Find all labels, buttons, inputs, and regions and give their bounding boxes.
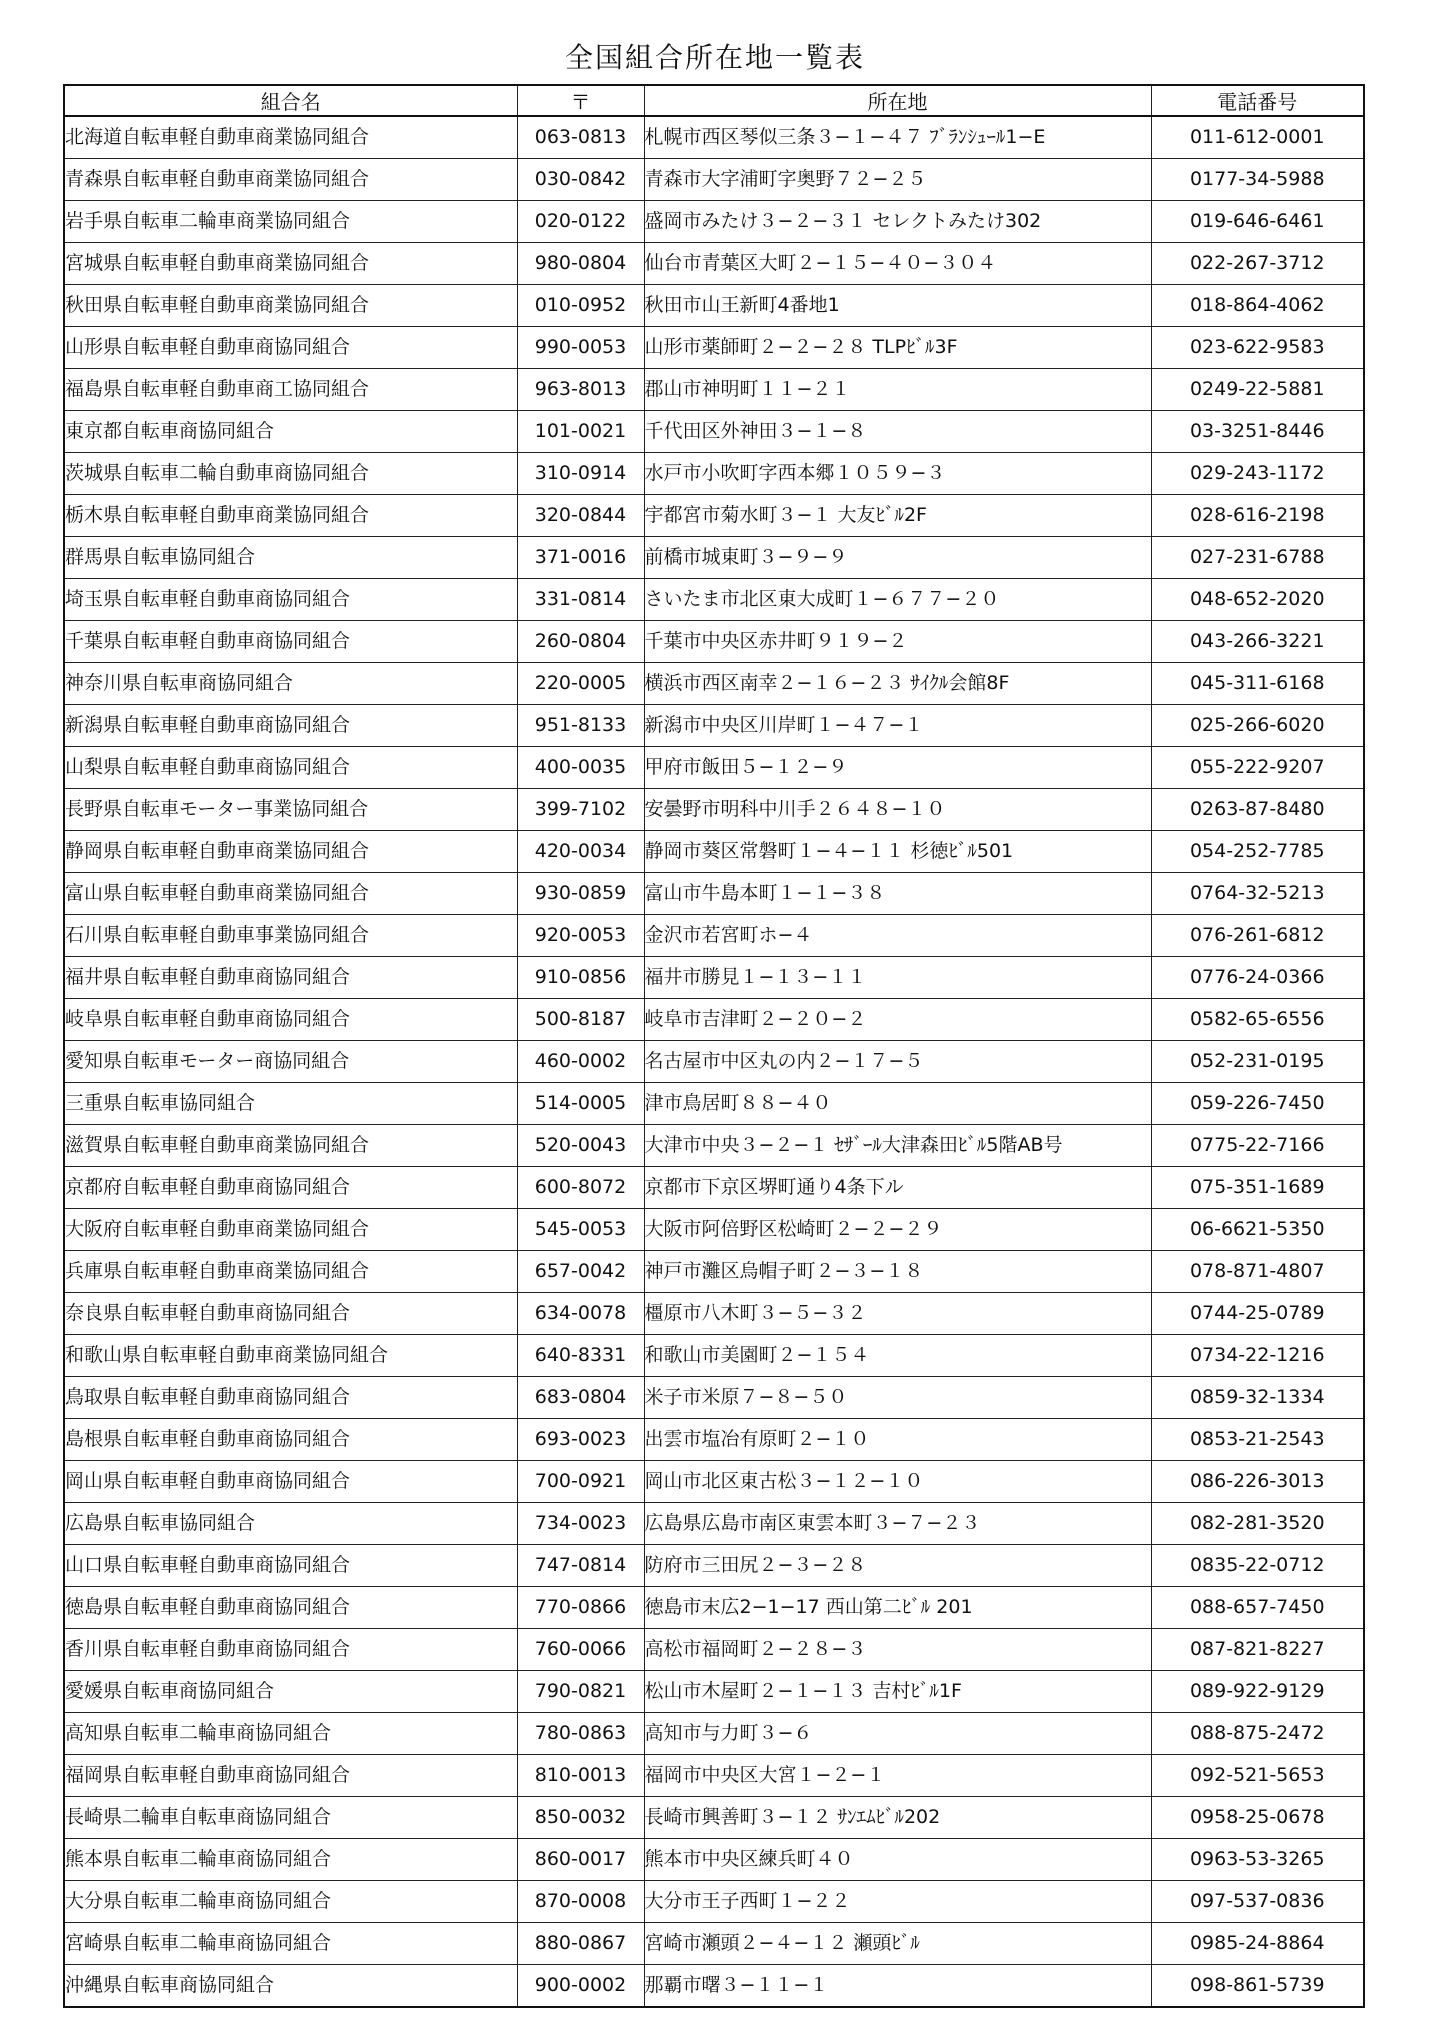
postal-code-cell: 760-0066 [517, 1629, 644, 1671]
phone-number-cell: 0734-22-1216 [1151, 1335, 1364, 1377]
address-cell: 大津市中央３−２−１ ｾｻﾞｰﾙ大津森田ﾋﾞﾙ5階AB号 [644, 1125, 1151, 1167]
table-row [64, 663, 1364, 705]
phone-number-cell: 0744-25-0789 [1151, 1293, 1364, 1335]
association-name-cell: 愛知県自転車モーター商協同組合 [64, 1041, 517, 1083]
phone-number-cell: 0963-53-3265 [1151, 1839, 1364, 1881]
table-row [64, 999, 1364, 1041]
association-name-cell: 宮崎県自転車二輪車商協同組合 [64, 1923, 517, 1965]
phone-number-cell: 0835-22-0712 [1151, 1545, 1364, 1587]
postal-code-cell: 460-0002 [517, 1041, 644, 1083]
association-name-cell: 京都府自転車軽自動車商協同組合 [64, 1167, 517, 1209]
column-header-name: 組合名 [64, 85, 517, 116]
address-cell: 金沢市若宮町ホ−４ [644, 915, 1151, 957]
association-name-cell: 神奈川県自転車商協同組合 [64, 663, 517, 705]
address-cell: 新潟市中央区川岸町１−４７−１ [644, 705, 1151, 747]
phone-number-cell: 076-261-6812 [1151, 915, 1364, 957]
association-name-cell: 石川県自転車軽自動車事業協同組合 [64, 915, 517, 957]
table-row [64, 453, 1364, 495]
association-name-cell: 青森県自転車軽自動車商業協同組合 [64, 159, 517, 201]
association-name-cell: 北海道自転車軽自動車商業協同組合 [64, 116, 517, 159]
address-cell: 千葉市中央区赤井町９１９−２ [644, 621, 1151, 663]
address-cell: 広島県広島市南区東雲本町３−７−２３ [644, 1503, 1151, 1545]
table-row [64, 116, 1364, 159]
table-row [64, 201, 1364, 243]
table-row [64, 1461, 1364, 1503]
association-name-cell: 群馬県自転車協同組合 [64, 537, 517, 579]
table-row [64, 495, 1364, 537]
table-row [64, 621, 1364, 663]
table-row [64, 1083, 1364, 1125]
postal-code-cell: 683-0804 [517, 1377, 644, 1419]
association-name-cell: 沖縄県自転車商協同組合 [64, 1965, 517, 2008]
address-cell: 徳島市末広2−1−17 西山第二ﾋﾞﾙ 201 [644, 1587, 1151, 1629]
table-row [64, 1755, 1364, 1797]
address-cell: 津市鳥居町８８−４０ [644, 1083, 1151, 1125]
postal-code-cell: 980-0804 [517, 243, 644, 285]
association-name-cell: 兵庫県自転車軽自動車商業協同組合 [64, 1251, 517, 1293]
table-row [64, 789, 1364, 831]
association-name-cell: 岩手県自転車二輪車商業協同組合 [64, 201, 517, 243]
association-name-cell: 愛媛県自転車商協同組合 [64, 1671, 517, 1713]
table-row [64, 1881, 1364, 1923]
address-cell: 出雲市塩冶有原町２−１０ [644, 1419, 1151, 1461]
postal-code-cell: 990-0053 [517, 327, 644, 369]
association-name-cell: 埼玉県自転車軽自動車商協同組合 [64, 579, 517, 621]
table-row [64, 579, 1364, 621]
address-cell: 仙台市青葉区大町２−１５−４０−３０４ [644, 243, 1151, 285]
address-cell: 防府市三田尻２−３−２８ [644, 1545, 1151, 1587]
address-cell: 大阪市阿倍野区松崎町２−２−２９ [644, 1209, 1151, 1251]
address-cell: 宇都宮市菊水町３−１ 大友ﾋﾞﾙ2F [644, 495, 1151, 537]
phone-number-cell: 027-231-6788 [1151, 537, 1364, 579]
column-header-zip: 〒 [517, 85, 644, 116]
association-name-cell: 東京都自転車商協同組合 [64, 411, 517, 453]
table-row [64, 1629, 1364, 1671]
association-name-cell: 秋田県自転車軽自動車商業協同組合 [64, 285, 517, 327]
table-row [64, 831, 1364, 873]
table-row [64, 411, 1364, 453]
postal-code-cell: 870-0008 [517, 1881, 644, 1923]
association-name-cell: 高知県自転車二輪車商協同組合 [64, 1713, 517, 1755]
address-cell: 富山市牛島本町１−１−３８ [644, 873, 1151, 915]
postal-code-cell: 520-0043 [517, 1125, 644, 1167]
phone-number-cell: 019-646-6461 [1151, 201, 1364, 243]
association-name-cell: 三重県自転車協同組合 [64, 1083, 517, 1125]
table-row [64, 747, 1364, 789]
address-cell: 千代田区外神田３−１−８ [644, 411, 1151, 453]
association-name-cell: 長崎県二輪車自転車商協同組合 [64, 1797, 517, 1839]
address-cell: 熊本市中央区練兵町４０ [644, 1839, 1151, 1881]
address-cell: 水戸市小吹町字西本郷１０５９−３ [644, 453, 1151, 495]
address-cell: さいたま市北区東大成町１−６７７−２０ [644, 579, 1151, 621]
table-row [64, 1419, 1364, 1461]
postal-code-cell: 030-0842 [517, 159, 644, 201]
phone-number-cell: 0853-21-2543 [1151, 1419, 1364, 1461]
header-row [64, 85, 1364, 116]
association-directory-table [63, 84, 1365, 2008]
association-name-cell: 新潟県自転車軽自動車商協同組合 [64, 705, 517, 747]
phone-number-cell: 029-243-1172 [1151, 453, 1364, 495]
association-name-cell: 岡山県自転車軽自動車商協同組合 [64, 1461, 517, 1503]
address-cell: 甲府市飯田５−１２−９ [644, 747, 1151, 789]
phone-number-cell: 0859-32-1334 [1151, 1377, 1364, 1419]
phone-number-cell: 054-252-7785 [1151, 831, 1364, 873]
address-cell: 高知市与力町３−６ [644, 1713, 1151, 1755]
postal-code-cell: 514-0005 [517, 1083, 644, 1125]
association-name-cell: 福岡県自転車軽自動車商協同組合 [64, 1755, 517, 1797]
phone-number-cell: 075-351-1689 [1151, 1167, 1364, 1209]
phone-number-cell: 03-3251-8446 [1151, 411, 1364, 453]
phone-number-cell: 0958-25-0678 [1151, 1797, 1364, 1839]
association-name-cell: 香川県自転車軽自動車商協同組合 [64, 1629, 517, 1671]
table-row [64, 1041, 1364, 1083]
postal-code-cell: 320-0844 [517, 495, 644, 537]
association-name-cell: 静岡県自転車軽自動車商業協同組合 [64, 831, 517, 873]
table-row [64, 1587, 1364, 1629]
column-header-tel: 電話番号 [1151, 85, 1364, 116]
table-row [64, 1167, 1364, 1209]
address-cell: 岡山市北区東古松３−１２−１０ [644, 1461, 1151, 1503]
address-cell: 前橋市城東町３−９−９ [644, 537, 1151, 579]
phone-number-cell: 0582-65-6556 [1151, 999, 1364, 1041]
postal-code-cell: 420-0034 [517, 831, 644, 873]
phone-number-cell: 048-652-2020 [1151, 579, 1364, 621]
postal-code-cell: 657-0042 [517, 1251, 644, 1293]
address-cell: 大分市王子西町１−２２ [644, 1881, 1151, 1923]
table-row [64, 1293, 1364, 1335]
association-name-cell: 和歌山県自転車軽自動車商業協同組合 [64, 1335, 517, 1377]
table-row [64, 285, 1364, 327]
address-cell: 福井市勝見１−１３−１１ [644, 957, 1151, 999]
postal-code-cell: 500-8187 [517, 999, 644, 1041]
phone-number-cell: 078-871-4807 [1151, 1251, 1364, 1293]
address-cell: 横浜市西区南幸２−１６−２３ ｻｲｸﾙ会館8F [644, 663, 1151, 705]
phone-number-cell: 098-861-5739 [1151, 1965, 1364, 2008]
association-name-cell: 滋賀県自転車軽自動車商業協同組合 [64, 1125, 517, 1167]
table-row [64, 1503, 1364, 1545]
address-cell: 郡山市神明町１１−２１ [644, 369, 1151, 411]
phone-number-cell: 088-657-7450 [1151, 1587, 1364, 1629]
phone-number-cell: 011-612-0001 [1151, 116, 1364, 159]
phone-number-cell: 082-281-3520 [1151, 1503, 1364, 1545]
phone-number-cell: 055-222-9207 [1151, 747, 1364, 789]
postal-code-cell: 010-0952 [517, 285, 644, 327]
postal-code-cell: 951-8133 [517, 705, 644, 747]
address-cell: 山形市薬師町２−２−２８ TLPﾋﾞﾙ3F [644, 327, 1151, 369]
table-row [64, 1965, 1364, 2008]
postal-code-cell: 600-8072 [517, 1167, 644, 1209]
address-cell: 青森市大字浦町字奥野７２−２５ [644, 159, 1151, 201]
postal-code-cell: 693-0023 [517, 1419, 644, 1461]
phone-number-cell: 0263-87-8480 [1151, 789, 1364, 831]
address-cell: 静岡市葵区常磐町１−４−１１ 杉徳ﾋﾞﾙ501 [644, 831, 1151, 873]
postal-code-cell: 734-0023 [517, 1503, 644, 1545]
phone-number-cell: 0177-34-5988 [1151, 159, 1364, 201]
association-name-cell: 奈良県自転車軽自動車商協同組合 [64, 1293, 517, 1335]
phone-number-cell: 022-267-3712 [1151, 243, 1364, 285]
table-row [64, 1797, 1364, 1839]
postal-code-cell: 810-0013 [517, 1755, 644, 1797]
association-name-cell: 徳島県自転車軽自動車商協同組合 [64, 1587, 517, 1629]
table-row [64, 327, 1364, 369]
association-name-cell: 岐阜県自転車軽自動車商協同組合 [64, 999, 517, 1041]
association-name-cell: 福井県自転車軽自動車商協同組合 [64, 957, 517, 999]
phone-number-cell: 088-875-2472 [1151, 1713, 1364, 1755]
column-header-address: 所在地 [644, 85, 1151, 116]
phone-number-cell: 0985-24-8864 [1151, 1923, 1364, 1965]
table-row [64, 1545, 1364, 1587]
address-cell: 京都市下京区堺町通り4条下ル [644, 1167, 1151, 1209]
phone-number-cell: 025-266-6020 [1151, 705, 1364, 747]
phone-number-cell: 0764-32-5213 [1151, 873, 1364, 915]
postal-code-cell: 880-0867 [517, 1923, 644, 1965]
table-row [64, 1125, 1364, 1167]
phone-number-cell: 052-231-0195 [1151, 1041, 1364, 1083]
postal-code-cell: 770-0866 [517, 1587, 644, 1629]
address-cell: 名古屋市中区丸の内２−１７−５ [644, 1041, 1151, 1083]
association-name-cell: 千葉県自転車軽自動車商協同組合 [64, 621, 517, 663]
postal-code-cell: 260-0804 [517, 621, 644, 663]
page-title: 全国組合所在地一覧表 [564, 41, 865, 74]
address-cell: 橿原市八木町３−５−３２ [644, 1293, 1151, 1335]
table-row [64, 369, 1364, 411]
table-row [64, 1251, 1364, 1293]
postal-code-cell: 930-0859 [517, 873, 644, 915]
postal-code-cell: 400-0035 [517, 747, 644, 789]
postal-code-cell: 020-0122 [517, 201, 644, 243]
phone-number-cell: 06-6621-5350 [1151, 1209, 1364, 1251]
postal-code-cell: 634-0078 [517, 1293, 644, 1335]
table-row [64, 243, 1364, 285]
phone-number-cell: 086-226-3013 [1151, 1461, 1364, 1503]
postal-code-cell: 910-0856 [517, 957, 644, 999]
postal-code-cell: 963-8013 [517, 369, 644, 411]
table-row [64, 873, 1364, 915]
association-name-cell: 山口県自転車軽自動車商協同組合 [64, 1545, 517, 1587]
table-row [64, 159, 1364, 201]
phone-number-cell: 0776-24-0366 [1151, 957, 1364, 999]
table-header [64, 85, 1364, 116]
association-name-cell: 長野県自転車モーター事業協同組合 [64, 789, 517, 831]
postal-code-cell: 920-0053 [517, 915, 644, 957]
postal-code-cell: 790-0821 [517, 1671, 644, 1713]
phone-number-cell: 097-537-0836 [1151, 1881, 1364, 1923]
association-name-cell: 鳥取県自転車軽自動車商協同組合 [64, 1377, 517, 1419]
postal-code-cell: 780-0863 [517, 1713, 644, 1755]
phone-number-cell: 059-226-7450 [1151, 1083, 1364, 1125]
table-row [64, 1671, 1364, 1713]
address-cell: 福岡市中央区大宮１−２−１ [644, 1755, 1151, 1797]
address-cell: 長崎市興善町３−１２ ｻﾝｴﾑﾋﾞﾙ202 [644, 1797, 1151, 1839]
phone-number-cell: 089-922-9129 [1151, 1671, 1364, 1713]
table-row [64, 957, 1364, 999]
table-row [64, 1335, 1364, 1377]
address-cell: 安曇野市明科中川手２６４８−１０ [644, 789, 1151, 831]
postal-code-cell: 900-0002 [517, 1965, 644, 2008]
phone-number-cell: 043-266-3221 [1151, 621, 1364, 663]
address-cell: 高松市福岡町２−２８−３ [644, 1629, 1151, 1671]
address-cell: 盛岡市みたけ３−２−３１ セレクトみたけ302 [644, 201, 1151, 243]
table-row [64, 537, 1364, 579]
address-cell: 那覇市曙３−１１−１ [644, 1965, 1151, 2008]
table-row [64, 915, 1364, 957]
postal-code-cell: 371-0016 [517, 537, 644, 579]
address-cell: 和歌山市美園町２−１５４ [644, 1335, 1151, 1377]
table-row [64, 1923, 1364, 1965]
postal-code-cell: 310-0914 [517, 453, 644, 495]
table-row [64, 705, 1364, 747]
address-cell: 岐阜市吉津町２−２０−２ [644, 999, 1151, 1041]
table-row [64, 1713, 1364, 1755]
postal-code-cell: 545-0053 [517, 1209, 644, 1251]
address-cell: 札幌市西区琴似三条３−１−４７ ﾌﾞﾗﾝｼｭｰﾙ1−E [644, 116, 1151, 159]
association-name-cell: 大分県自転車二輪車商協同組合 [64, 1881, 517, 1923]
phone-number-cell: 0249-22-5881 [1151, 369, 1364, 411]
table-body [64, 116, 1364, 2007]
phone-number-cell: 087-821-8227 [1151, 1629, 1364, 1671]
association-name-cell: 島根県自転車軽自動車商協同組合 [64, 1419, 517, 1461]
postal-code-cell: 850-0032 [517, 1797, 644, 1839]
phone-number-cell: 092-521-5653 [1151, 1755, 1364, 1797]
address-cell: 秋田市山王新町4番地1 [644, 285, 1151, 327]
association-name-cell: 広島県自転車協同組合 [64, 1503, 517, 1545]
table-row [64, 1209, 1364, 1251]
phone-number-cell: 023-622-9583 [1151, 327, 1364, 369]
phone-number-cell: 045-311-6168 [1151, 663, 1364, 705]
postal-code-cell: 640-8331 [517, 1335, 644, 1377]
postal-code-cell: 700-0921 [517, 1461, 644, 1503]
association-name-cell: 富山県自転車軽自動車商業協同組合 [64, 873, 517, 915]
address-cell: 松山市木屋町２−１−１３ 吉村ﾋﾞﾙ1F [644, 1671, 1151, 1713]
postal-code-cell: 331-0814 [517, 579, 644, 621]
postal-code-cell: 860-0017 [517, 1839, 644, 1881]
table-row [64, 1839, 1364, 1881]
postal-code-cell: 063-0813 [517, 116, 644, 159]
address-cell: 神戸市灘区烏帽子町２−３−１８ [644, 1251, 1151, 1293]
phone-number-cell: 018-864-4062 [1151, 285, 1364, 327]
table-row [64, 1377, 1364, 1419]
postal-code-cell: 220-0005 [517, 663, 644, 705]
association-name-cell: 栃木県自転車軽自動車商業協同組合 [64, 495, 517, 537]
phone-number-cell: 0775-22-7166 [1151, 1125, 1364, 1167]
association-name-cell: 宮城県自転車軽自動車商業協同組合 [64, 243, 517, 285]
association-name-cell: 熊本県自転車二輪車商協同組合 [64, 1839, 517, 1881]
association-name-cell: 大阪府自転車軽自動車商業協同組合 [64, 1209, 517, 1251]
postal-code-cell: 747-0814 [517, 1545, 644, 1587]
association-name-cell: 山形県自転車軽自動車商協同組合 [64, 327, 517, 369]
phone-number-cell: 028-616-2198 [1151, 495, 1364, 537]
association-name-cell: 山梨県自転車軽自動車商協同組合 [64, 747, 517, 789]
address-cell: 宮崎市瀬頭２−４−１２ 瀬頭ﾋﾞﾙ [644, 1923, 1151, 1965]
association-name-cell: 福島県自転車軽自動車商工協同組合 [64, 369, 517, 411]
postal-code-cell: 101-0021 [517, 411, 644, 453]
postal-code-cell: 399-7102 [517, 789, 644, 831]
association-name-cell: 茨城県自転車二輪自動車商協同組合 [64, 453, 517, 495]
address-cell: 米子市米原７−８−５０ [644, 1377, 1151, 1419]
